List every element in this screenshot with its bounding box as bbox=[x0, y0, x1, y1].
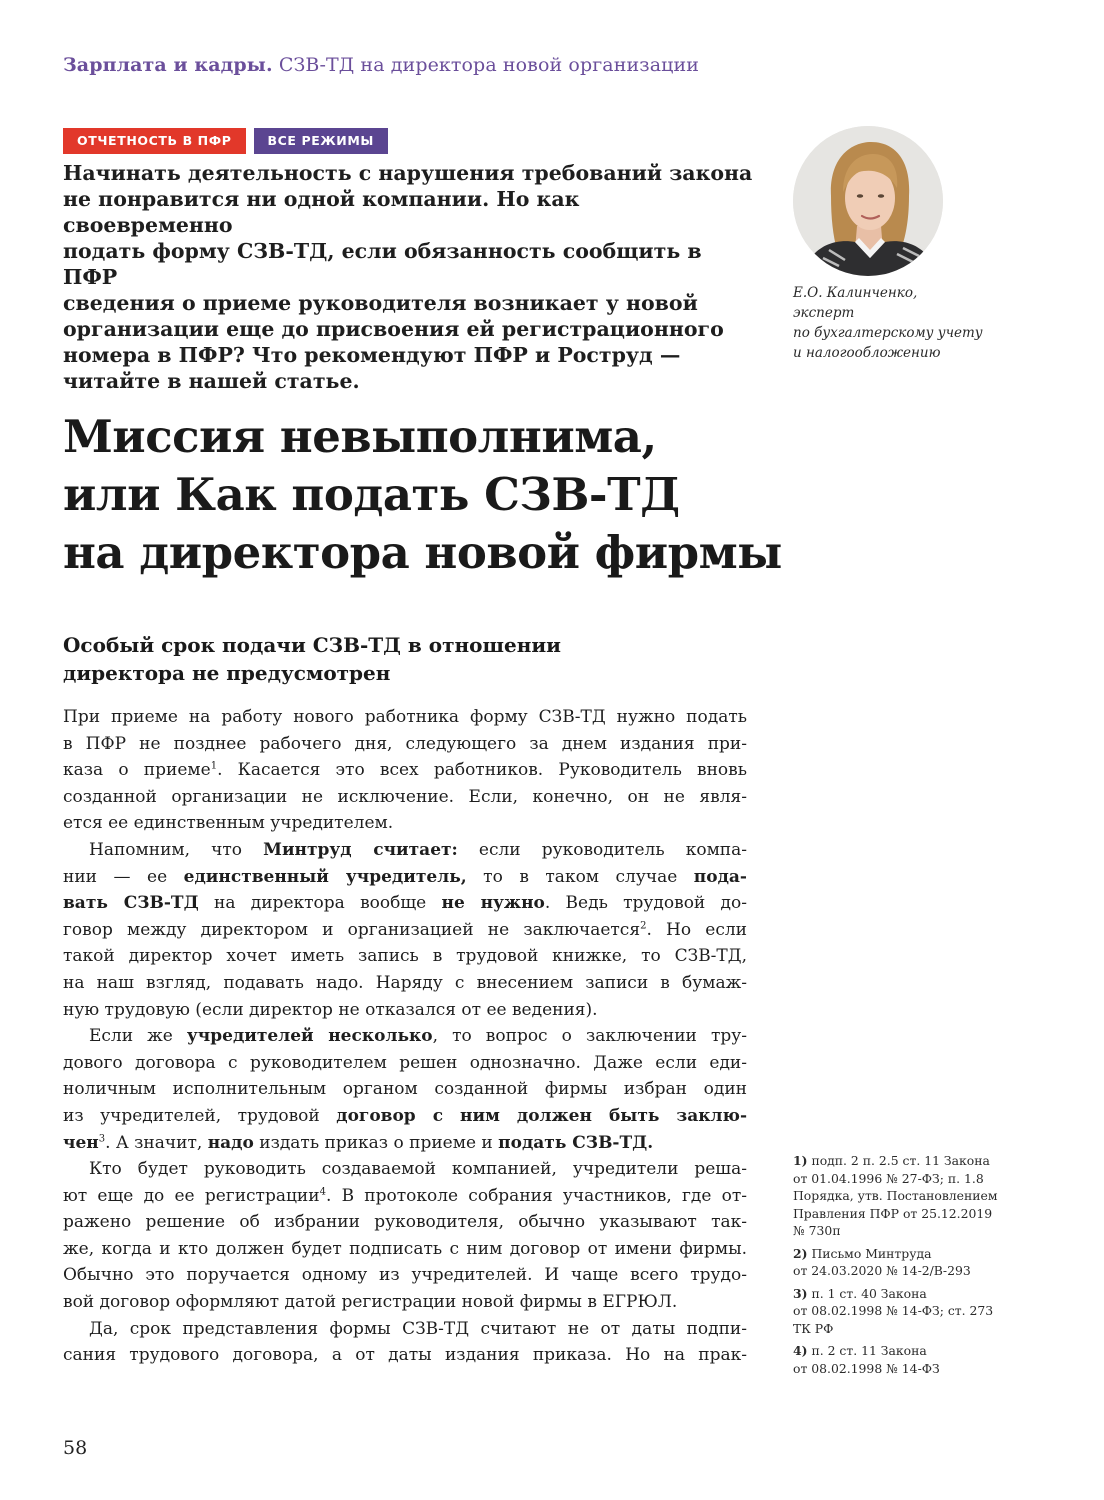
body-line: же, когда и кто должен будет подписать с ним договор от имени фирмы. bbox=[63, 1238, 747, 1259]
article-body bbox=[63, 704, 747, 1369]
author-portrait-illustration bbox=[793, 126, 943, 276]
body-line: ную трудовую (если директор не отказался от ее ведения). bbox=[63, 999, 598, 1020]
tag-all-regimes: ВСЕ РЕЖИМЫ bbox=[254, 128, 388, 154]
page-number: 58 bbox=[63, 1437, 88, 1459]
body-line: Обычно это поручается одному из учредителей. И чаще всего трудо- bbox=[63, 1265, 747, 1286]
author-caption bbox=[793, 283, 983, 363]
body-line: на наш взгляд, подавать надо. Наряду с внесением записи в бумаж- bbox=[63, 972, 747, 993]
author-desc: по бухгалтерскому учету bbox=[793, 325, 983, 341]
body-line: из учредителей, трудовой договор с ним должен быть заклю- bbox=[63, 1105, 748, 1126]
subheading-line: директора не предусмотрен bbox=[63, 661, 391, 685]
lead-line: Начинать деятельность с нарушения требований закона bbox=[63, 161, 753, 185]
body-line: вать СЗВ-ТД на директора вообще не нужно. Ведь трудовой до- bbox=[63, 893, 747, 914]
subheading-line: Особый срок подачи СЗВ-ТД в отношении bbox=[63, 633, 562, 657]
body-line: вой договор оформляют датой регистрации новой фирмы в ЕГРЮЛ. bbox=[63, 1292, 678, 1313]
author-desc: и налогообложению bbox=[793, 345, 941, 361]
running-header bbox=[63, 54, 699, 76]
tag-list bbox=[63, 128, 388, 154]
body-line: ноличным исполнительным органом созданной фирмы избран один bbox=[63, 1079, 747, 1100]
body-line: Если же учредителей несколько, то вопрос о заключении тру- bbox=[89, 1026, 747, 1047]
tag-pfr-reporting: ОТЧЕТНОСТЬ В ПФР bbox=[63, 128, 246, 154]
article-title bbox=[63, 408, 963, 582]
lead-line: номера в ПФР? Что рекомендуют ПФР и Роструд — bbox=[63, 343, 681, 367]
lead-line: подать форму СЗВ-ТД, если обязанность сообщить в ПФР bbox=[63, 239, 702, 289]
body-line: сания трудового договора, а от даты издания приказа. Но на прак- bbox=[63, 1345, 747, 1366]
body-line: дового договора с руководителем решен однозначно. Даже если еди- bbox=[63, 1052, 747, 1073]
lead-paragraph bbox=[63, 160, 753, 394]
footnote-ref: 1 bbox=[210, 760, 218, 772]
footnote: 2) Письмо Минтруда от 24.03.2020 № 14-2/В-293 bbox=[793, 1245, 971, 1278]
title-line: или Как подать СЗВ-ТД bbox=[63, 468, 680, 521]
section-subheading bbox=[63, 631, 753, 687]
body-line: Кто будет руководить создаваемой компанией, учредители реша- bbox=[89, 1159, 747, 1180]
footnote: 3) п. 1 ст. 40 Закона от 08.02.1998 № 14-ФЗ; ст. 273 ТК РФ bbox=[793, 1285, 994, 1336]
author-photo bbox=[793, 126, 943, 276]
lead-line: читайте в нашей статье. bbox=[63, 369, 360, 393]
body-line: чен$^3$. А значит, надо издать приказ о приеме и подать СЗВ-ТД. bbox=[63, 1132, 654, 1153]
header-topic: СЗВ-ТД на директора новой организации bbox=[278, 54, 699, 76]
body-line: При приеме на работу нового работника форму СЗВ-ТД нужно подать bbox=[63, 707, 747, 727]
footnote: 1) подп. 2 п. 2.5 ст. 11 Закона от 01.04.1996 № 27-ФЗ; п. 1.8 Порядка, утв. Постановлением Правления ПФР от 25.12.2019 № 730п bbox=[793, 1153, 998, 1238]
author-name: Е.О. Калинченко, bbox=[793, 285, 918, 301]
lead-line: не понравится ни одной компании. Но как своевременно bbox=[63, 187, 580, 237]
footnote: 4) п. 2 ст. 11 Закона от 08.02.1998 № 14-ФЗ bbox=[793, 1343, 940, 1376]
footnote-number: 1) bbox=[793, 1153, 808, 1168]
body-line: ражено решение об избрании руководителя, обычно указывают так- bbox=[63, 1212, 747, 1233]
body-line: такой директор хочет иметь запись в трудовой книжке, то СЗВ-ТД, bbox=[63, 946, 747, 967]
body-line: ют еще до ее регистрации$^4$. В протоколе собрания участников, где от- bbox=[63, 1185, 747, 1206]
body-line: Напомним, что Минтруд считает: если руководитель компа- bbox=[89, 839, 747, 860]
body-line: каза о приеме$^1$. Касается это всех работников. Руководитель вновь bbox=[63, 760, 747, 781]
body-line: Да, срок представления формы СЗВ-ТД считают не от даты подпи- bbox=[89, 1318, 747, 1339]
footnote-number: 3) bbox=[793, 1285, 808, 1301]
title-line: на директора новой фирмы bbox=[63, 526, 782, 579]
body-line: говор между директором и организацией не заключается$^2$. Но если bbox=[63, 919, 748, 940]
body-line: созданной организации не исключение. Если, конечно, он не явля- bbox=[63, 786, 747, 807]
lead-line: организации еще до присвоения ей регистрационного bbox=[63, 317, 724, 341]
footnote-number: 4) bbox=[793, 1343, 808, 1358]
footnote-number: 2) bbox=[793, 1245, 808, 1261]
body-line: ется ее единственным учредителем. bbox=[63, 813, 394, 834]
lead-line: сведения о приеме руководителя возникает у новой bbox=[63, 291, 698, 315]
author-role: эксперт bbox=[793, 305, 855, 321]
footnote-ref: 3 bbox=[98, 1132, 106, 1144]
body-line: нии — ее единственный учредитель, то в таком случае пода- bbox=[63, 866, 747, 887]
footnote-ref: 2 bbox=[640, 920, 647, 932]
footnotes bbox=[793, 1152, 1023, 1382]
body-line: в ПФР не позднее рабочего дня, следующего за днем издания при- bbox=[63, 733, 747, 754]
title-line: Миссия невыполнима, bbox=[63, 410, 657, 463]
header-section: Зарплата и кадры. bbox=[63, 54, 273, 76]
footnote-ref: 4 bbox=[319, 1186, 326, 1198]
